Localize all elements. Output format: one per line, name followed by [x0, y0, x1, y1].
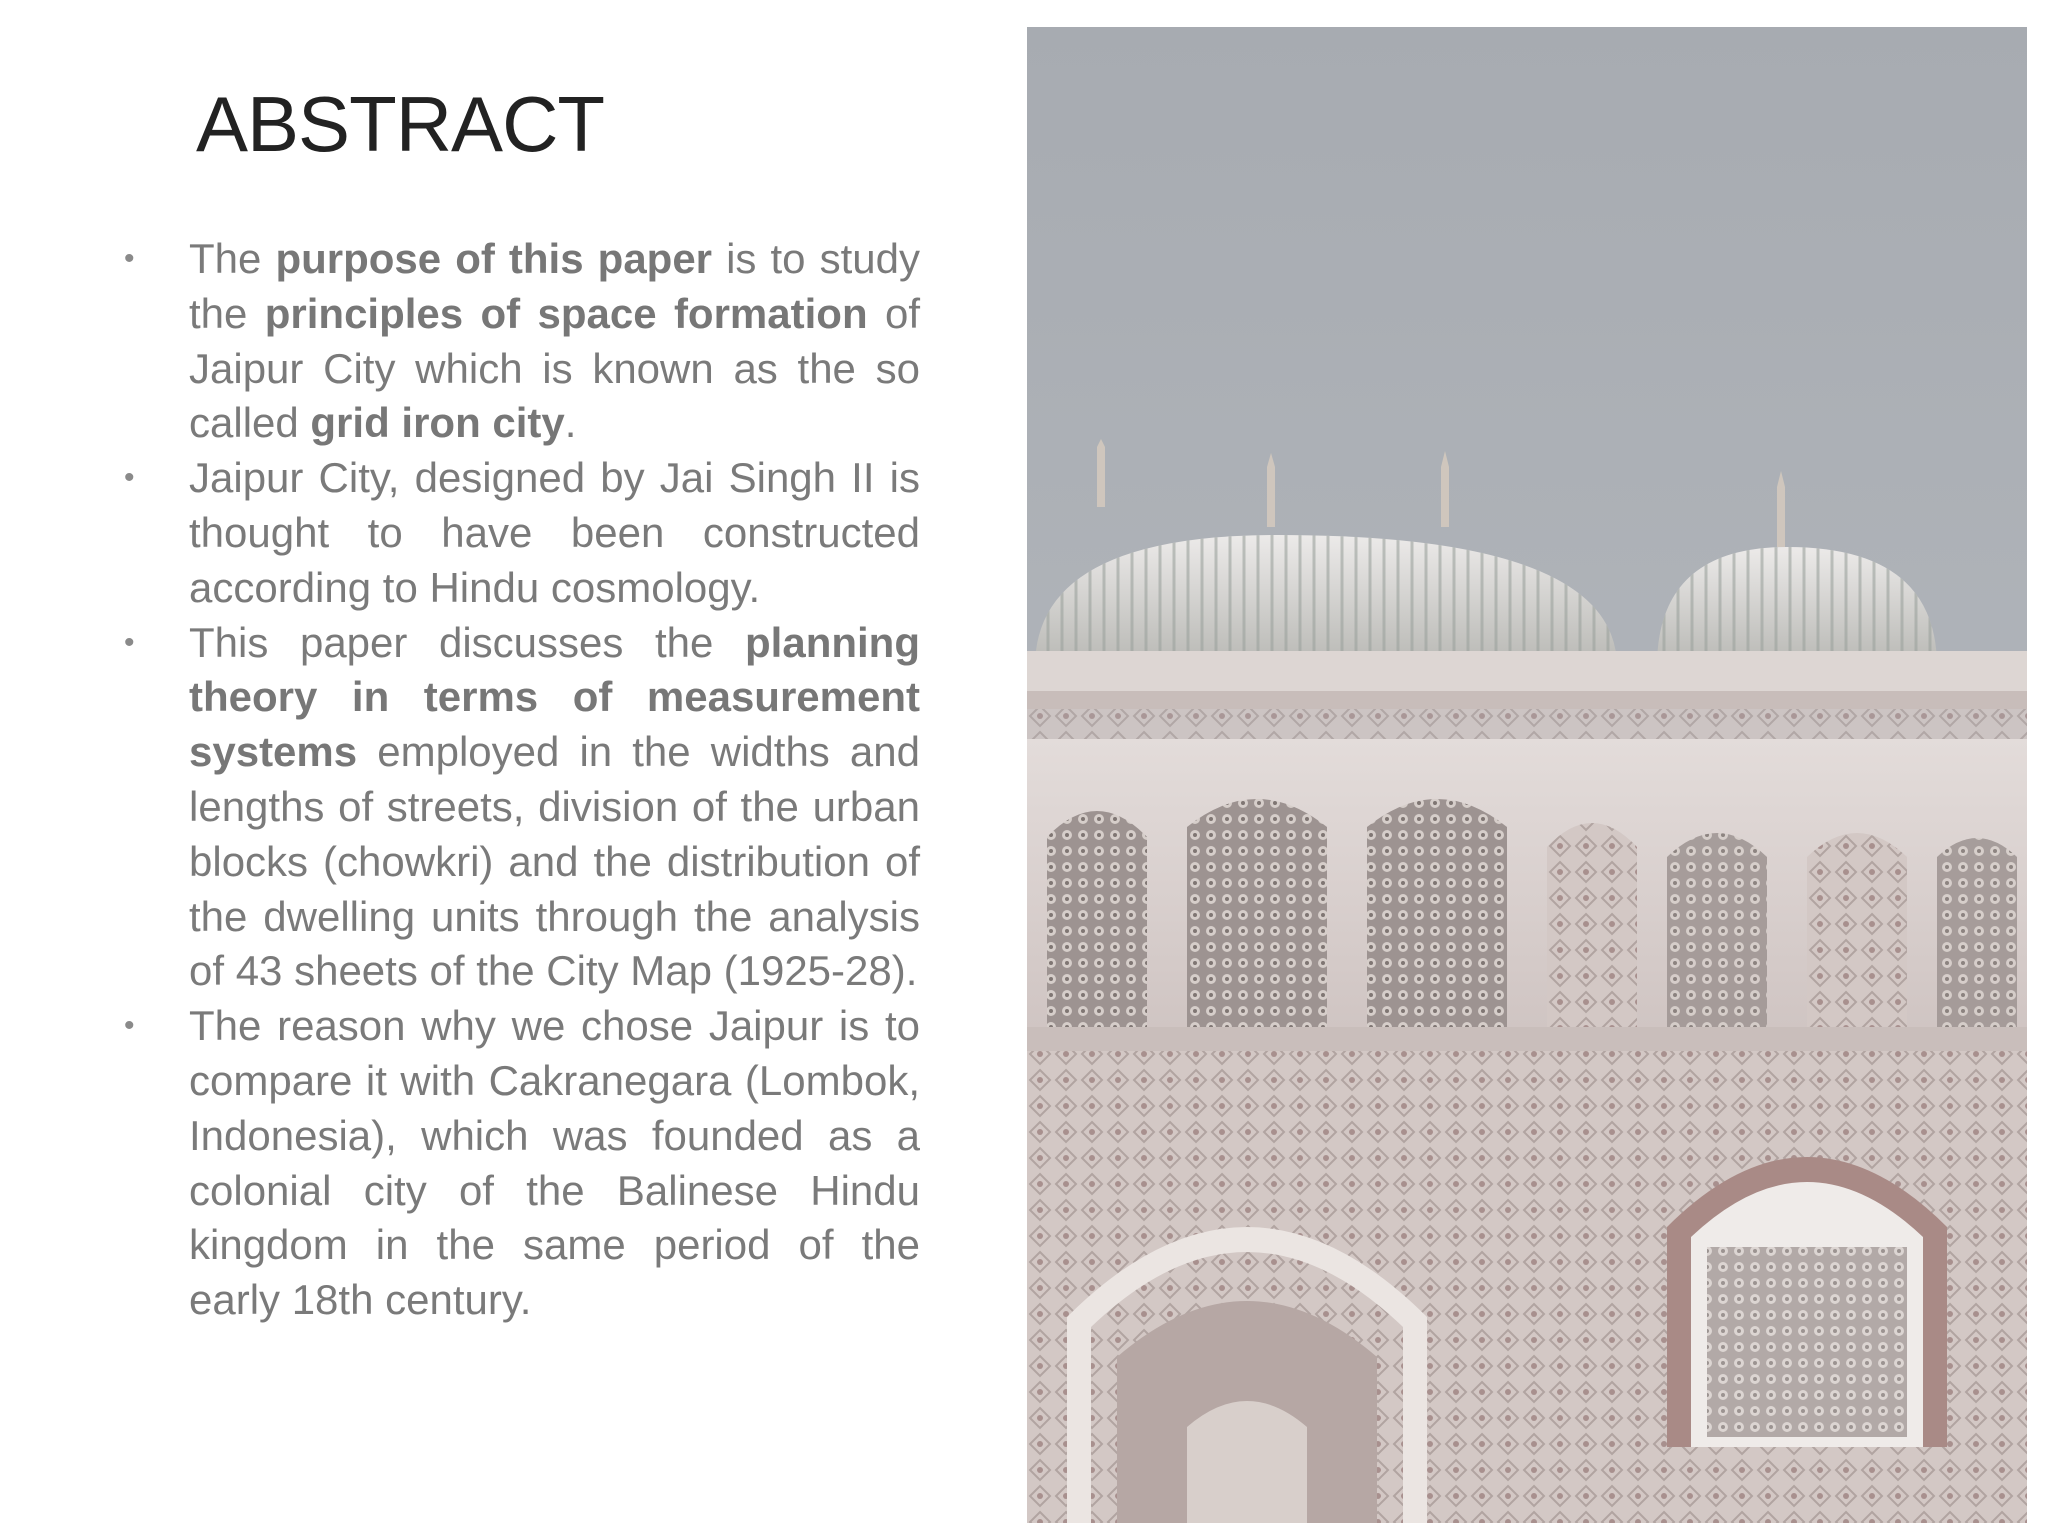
bullet-segment: is to study the: [189, 235, 920, 337]
bullet-segment: The reason why we chose Jaipur is to compare it with Cakranegara (Lombok, Indonesia), which was founded as a colonial city of the Balinese Hindu kingdom in the same period of the early 18th century.: [189, 1002, 920, 1324]
bullet-segment: The: [189, 235, 276, 282]
bullet-item: [118, 232, 920, 451]
bullet-item: [118, 451, 920, 615]
bullet-text: [189, 619, 920, 995]
bullet-emphasis: principles of space formation: [264, 289, 868, 337]
slide-title: ABSTRACT: [196, 80, 605, 168]
bullet-text: [189, 235, 920, 446]
bullet-dot-icon: •: [124, 242, 135, 275]
side-arch: [1667, 1157, 1947, 1447]
bullet-text: [189, 454, 920, 611]
bullet-segment: .: [564, 399, 577, 447]
middle-cornice: [1027, 1027, 2027, 1051]
bullet-list: [118, 232, 920, 1328]
palace-photo: [1027, 27, 2027, 1523]
bullet-dot-icon: •: [124, 461, 135, 495]
bullet-dot-icon: •: [124, 625, 135, 659]
bullet-emphasis: grid iron city: [310, 399, 565, 447]
bullet-text: [189, 1002, 920, 1323]
bullet-dot-icon: •: [124, 1009, 135, 1043]
bullet-item: [118, 999, 920, 1328]
bullet-segment: of Jaipur City which is known as the so called: [189, 289, 920, 447]
bullet-segment: employed in the widths and lengths of streets, division of the urban blocks (chowkri) and the distribution of the dwelling units through the analysis of 43 sheets of the City Map (1925-28).: [189, 728, 920, 995]
bullet-segment: Jaipur City, designed by Jai Singh II is thought to have been constructed according to Hindu cosmology.: [189, 454, 920, 611]
upper-cornice: [1027, 651, 2027, 691]
main-arch: [1067, 1227, 1427, 1523]
bullet-item: [118, 616, 920, 1000]
bullet-emphasis: planning theory in terms of measurement systems: [189, 618, 920, 776]
domes: [1035, 535, 1937, 667]
bullet-segment: This paper discusses the: [189, 618, 746, 666]
bullet-emphasis: purpose of this paper: [275, 235, 713, 282]
